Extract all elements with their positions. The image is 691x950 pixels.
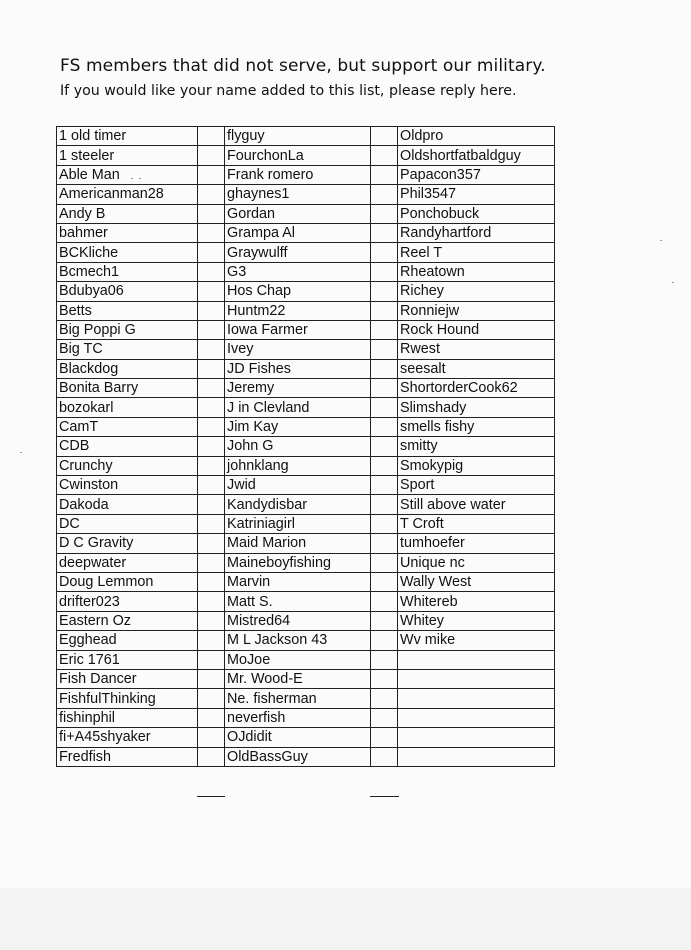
table-row	[57, 592, 555, 611]
spacer-cell	[198, 417, 225, 436]
spacer-cell	[198, 204, 225, 223]
spacer-cell	[198, 747, 225, 766]
spacer-cell	[198, 514, 225, 533]
page-subtitle: If you would like your name added to this list, please reply here.	[60, 83, 517, 99]
spacer-cell	[371, 437, 398, 456]
member-name-cell: Slimshady	[398, 398, 555, 417]
table-row	[57, 320, 555, 339]
spacer-cell	[371, 631, 398, 650]
member-name-cell: J in Clevland	[225, 398, 371, 417]
table-row	[57, 204, 555, 223]
member-name-cell: Ivey	[225, 340, 371, 359]
member-name-cell: Betts	[57, 301, 198, 320]
spacer-cell	[198, 282, 225, 301]
member-name-cell: Eastern Oz	[57, 611, 198, 630]
member-name-cell	[398, 689, 555, 708]
table-row	[57, 340, 555, 359]
spacer-cell	[198, 437, 225, 456]
table-row	[57, 417, 555, 436]
member-name-cell: Richey	[398, 282, 555, 301]
spacer-cell	[198, 262, 225, 281]
spacer-cell	[198, 340, 225, 359]
member-name-cell: Marvin	[225, 572, 371, 591]
spacer-cell	[371, 456, 398, 475]
member-name-cell: MoJoe	[225, 650, 371, 669]
spacer-cell	[371, 243, 398, 262]
member-name-cell: Jeremy	[225, 379, 371, 398]
table-row	[57, 708, 555, 727]
table-row	[57, 262, 555, 281]
member-name-cell: Mistred64	[225, 611, 371, 630]
member-name-cell: Rwest	[398, 340, 555, 359]
member-name-cell: Doug Lemmon	[57, 572, 198, 591]
spacer-cell	[371, 340, 398, 359]
table-row	[57, 495, 555, 514]
table-row	[57, 146, 555, 165]
spacer-cell	[371, 417, 398, 436]
table-row	[57, 476, 555, 495]
spacer-cell	[371, 204, 398, 223]
member-name-cell: Kandydisbar	[225, 495, 371, 514]
spacer-cell	[371, 495, 398, 514]
spacer-cell	[198, 669, 225, 688]
member-name-cell: Crunchy	[57, 456, 198, 475]
member-name-cell: Phil3547	[398, 185, 555, 204]
member-name-cell: Graywulff	[225, 243, 371, 262]
spacer-cell	[371, 301, 398, 320]
spacer-cell	[371, 592, 398, 611]
member-name-cell: Randyhartford	[398, 223, 555, 242]
spacer-cell	[371, 611, 398, 630]
member-name-cell: johnklang	[225, 456, 371, 475]
table-row	[57, 572, 555, 591]
table-row	[57, 534, 555, 553]
member-name-cell: John G	[225, 437, 371, 456]
member-names-table	[56, 126, 555, 767]
member-name-cell: deepwater	[57, 553, 198, 572]
spacer-cell	[198, 631, 225, 650]
member-name-cell: Andy B	[57, 204, 198, 223]
scan-speck	[672, 282, 674, 283]
member-name-cell: Iowa Farmer	[225, 320, 371, 339]
member-name-cell: Dakoda	[57, 495, 198, 514]
table-row	[57, 185, 555, 204]
member-name-cell: OJdidit	[225, 728, 371, 747]
spacer-cell	[371, 476, 398, 495]
scan-speck	[131, 178, 133, 179]
member-name-cell: 1 steeler	[57, 146, 198, 165]
spacer-cell	[198, 320, 225, 339]
member-name-cell	[398, 650, 555, 669]
member-name-cell: Smokypig	[398, 456, 555, 475]
spacer-cell	[198, 728, 225, 747]
member-name-cell: Wv mike	[398, 631, 555, 650]
member-name-cell: Reel T	[398, 243, 555, 262]
spacer-cell	[371, 262, 398, 281]
member-name-cell: Ponchobuck	[398, 204, 555, 223]
member-name-cell: FishfulThinking	[57, 689, 198, 708]
spacer-cell	[371, 379, 398, 398]
member-name-cell: Frank romero	[225, 165, 371, 184]
scan-speck	[660, 240, 662, 241]
spacer-cell	[198, 165, 225, 184]
spacer-cell	[198, 223, 225, 242]
member-name-cell	[398, 747, 555, 766]
page-title: FS members that did not serve, but support our military.	[60, 56, 546, 76]
table-row	[57, 728, 555, 747]
member-name-cell: Bdubya06	[57, 282, 198, 301]
member-name-cell: 1 old timer	[57, 127, 198, 146]
table-row	[57, 553, 555, 572]
member-name-cell: Ne. fisherman	[225, 689, 371, 708]
member-name-cell: Hos Chap	[225, 282, 371, 301]
member-name-cell: Papacon357	[398, 165, 555, 184]
spacer-cell	[371, 185, 398, 204]
spacer-cell	[198, 572, 225, 591]
scan-speck	[139, 178, 141, 179]
member-name-cell: T Croft	[398, 514, 555, 533]
table-row	[57, 359, 555, 378]
member-name-cell: Blackdog	[57, 359, 198, 378]
spacer-cell	[371, 572, 398, 591]
member-name-cell: smitty	[398, 437, 555, 456]
table-row	[57, 689, 555, 708]
member-name-cell: Bcmech1	[57, 262, 198, 281]
table-row	[57, 747, 555, 766]
member-name-cell: FourchonLa	[225, 146, 371, 165]
member-name-cell: Egghead	[57, 631, 198, 650]
table-row	[57, 301, 555, 320]
member-name-cell: Able Man	[57, 165, 198, 184]
spacer-cell	[198, 301, 225, 320]
spacer-cell	[198, 708, 225, 727]
table-row	[57, 514, 555, 533]
spacer-cell	[371, 708, 398, 727]
member-name-cell: CamT	[57, 417, 198, 436]
member-name-cell: smells fishy	[398, 417, 555, 436]
member-name-cell: M L Jackson 43	[225, 631, 371, 650]
scan-speck	[20, 452, 22, 453]
spacer-cell	[371, 359, 398, 378]
member-name-cell: Sport	[398, 476, 555, 495]
spacer-cell	[198, 495, 225, 514]
member-name-cell: Jim Kay	[225, 417, 371, 436]
member-name-cell	[398, 728, 555, 747]
spacer-cell	[371, 146, 398, 165]
member-name-cell: fishinphil	[57, 708, 198, 727]
member-name-cell: Katriniagirl	[225, 514, 371, 533]
member-name-cell: Ronniejw	[398, 301, 555, 320]
table-row	[57, 243, 555, 262]
spacer-cell	[371, 398, 398, 417]
member-name-cell: CDB	[57, 437, 198, 456]
member-name-cell: Whitey	[398, 611, 555, 630]
member-name-cell: Oldpro	[398, 127, 555, 146]
member-name-cell: neverfish	[225, 708, 371, 727]
member-name-cell: Gordan	[225, 204, 371, 223]
spacer-cell	[371, 689, 398, 708]
spacer-cell	[198, 592, 225, 611]
member-name-cell	[398, 669, 555, 688]
blank-underline-right	[370, 796, 399, 797]
member-name-cell: Rheatown	[398, 262, 555, 281]
spacer-cell	[371, 320, 398, 339]
spacer-cell	[371, 534, 398, 553]
member-name-cell: Fish Dancer	[57, 669, 198, 688]
member-name-cell: Americanman28	[57, 185, 198, 204]
member-name-cell: ShortorderCook62	[398, 379, 555, 398]
spacer-cell	[371, 728, 398, 747]
member-name-cell: Still above water	[398, 495, 555, 514]
member-name-cell: Maineboyfishing	[225, 553, 371, 572]
spacer-cell	[198, 476, 225, 495]
spacer-cell	[198, 534, 225, 553]
member-name-cell: bozokarl	[57, 398, 198, 417]
spacer-cell	[198, 456, 225, 475]
spacer-cell	[371, 669, 398, 688]
member-name-cell: Oldshortfatbaldguy	[398, 146, 555, 165]
spacer-cell	[371, 514, 398, 533]
spacer-cell	[198, 146, 225, 165]
spacer-cell	[198, 379, 225, 398]
member-name-cell: Unique nc	[398, 553, 555, 572]
spacer-cell	[198, 185, 225, 204]
member-name-cell: Cwinston	[57, 476, 198, 495]
member-name-cell: Rock Hound	[398, 320, 555, 339]
spacer-cell	[198, 398, 225, 417]
member-name-cell: Fredfish	[57, 747, 198, 766]
member-name-cell: Jwid	[225, 476, 371, 495]
member-name-cell: Grampa Al	[225, 223, 371, 242]
spacer-cell	[371, 650, 398, 669]
blank-underline-left	[197, 796, 225, 797]
member-name-cell: Maid Marion	[225, 534, 371, 553]
table-row	[57, 631, 555, 650]
table-row	[57, 165, 555, 184]
member-name-cell: Big TC	[57, 340, 198, 359]
member-name-cell: drifter023	[57, 592, 198, 611]
member-name-cell: Whitereb	[398, 592, 555, 611]
table-row	[57, 398, 555, 417]
spacer-cell	[371, 553, 398, 572]
table-row	[57, 282, 555, 301]
spacer-cell	[198, 650, 225, 669]
table-row	[57, 437, 555, 456]
page-bottom-shade	[0, 888, 691, 950]
member-name-cell: ghaynes1	[225, 185, 371, 204]
member-name-cell: fi+A45shyaker	[57, 728, 198, 747]
table-row	[57, 127, 555, 146]
spacer-cell	[198, 359, 225, 378]
member-name-cell: Matt S.	[225, 592, 371, 611]
member-name-cell: BCKliche	[57, 243, 198, 262]
table-row	[57, 379, 555, 398]
spacer-cell	[198, 127, 225, 146]
spacer-cell	[198, 243, 225, 262]
spacer-cell	[198, 553, 225, 572]
member-name-cell: D C Gravity	[57, 534, 198, 553]
spacer-cell	[198, 611, 225, 630]
table-row	[57, 456, 555, 475]
member-name-cell: Huntm22	[225, 301, 371, 320]
member-name-cell: Wally West	[398, 572, 555, 591]
member-name-cell: JD Fishes	[225, 359, 371, 378]
member-name-cell: tumhoefer	[398, 534, 555, 553]
member-name-cell: OldBassGuy	[225, 747, 371, 766]
spacer-cell	[198, 689, 225, 708]
member-name-cell: seesalt	[398, 359, 555, 378]
table-row	[57, 223, 555, 242]
member-name-cell: DC	[57, 514, 198, 533]
member-name-cell	[398, 708, 555, 727]
member-name-cell: bahmer	[57, 223, 198, 242]
member-name-cell: flyguy	[225, 127, 371, 146]
spacer-cell	[371, 223, 398, 242]
member-name-cell: Eric 1761	[57, 650, 198, 669]
table-row	[57, 650, 555, 669]
member-names-body	[57, 127, 555, 767]
spacer-cell	[371, 165, 398, 184]
spacer-cell	[371, 282, 398, 301]
member-name-cell: G3	[225, 262, 371, 281]
table-row	[57, 669, 555, 688]
member-name-cell: Bonita Barry	[57, 379, 198, 398]
member-name-cell: Big Poppi G	[57, 320, 198, 339]
spacer-cell	[371, 747, 398, 766]
spacer-cell	[371, 127, 398, 146]
table-row	[57, 611, 555, 630]
member-name-cell: Mr. Wood-E	[225, 669, 371, 688]
